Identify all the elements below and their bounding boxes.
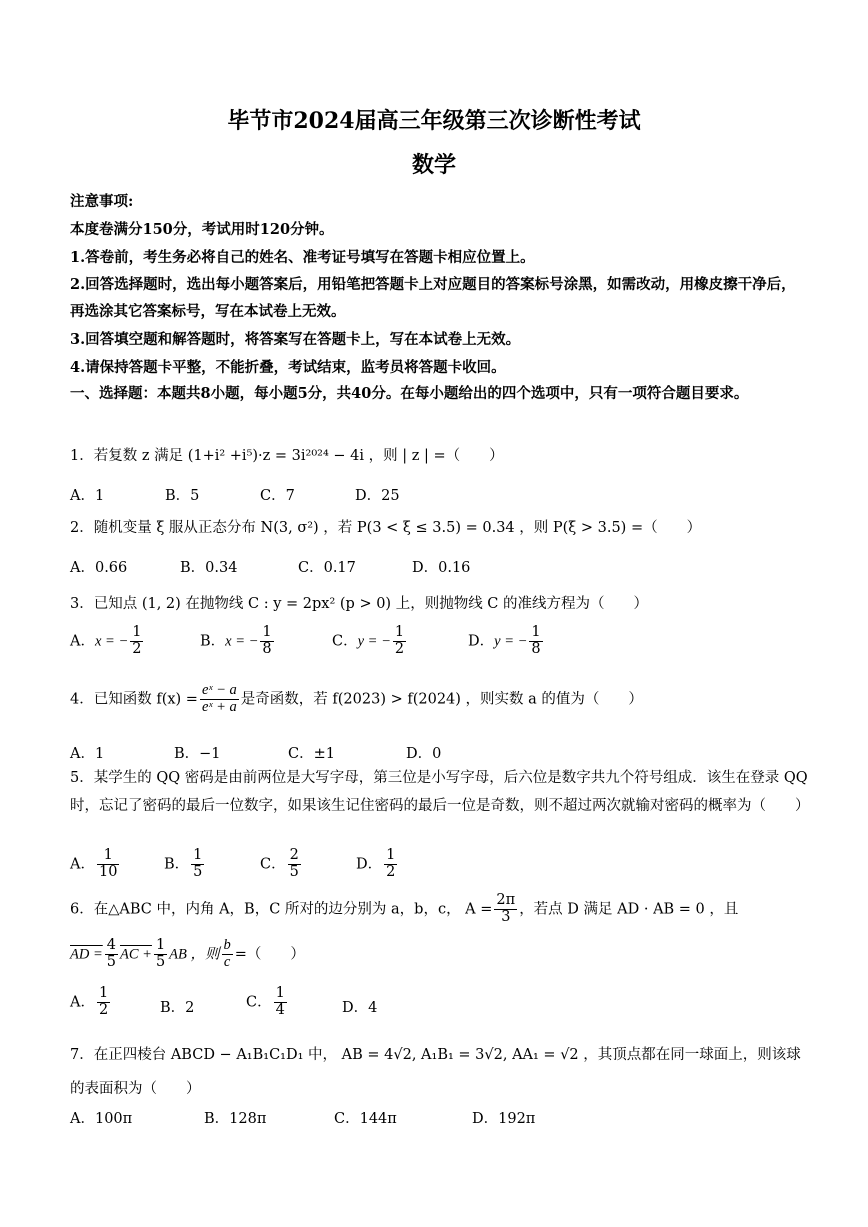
numerator: 1 [275, 985, 285, 1001]
numerator: 1 [386, 847, 396, 863]
fraction [191, 848, 204, 881]
stem-text: ，若点 D 满足 AD · AB = 0 ，且 [519, 901, 739, 918]
option-d: D．25 [355, 488, 400, 504]
notes-line: 4.请保持答题卡平整，不能折叠，考试结束，监考员将答题卡收回。 [70, 359, 506, 376]
numerator: 1 [262, 624, 272, 640]
option-expr: x = − [225, 633, 259, 650]
option-a: A．100π [70, 1111, 133, 1127]
section-heading: 一、选择题：本题共8小题，每小题5分，共40分。在每小题给出的四个选项中，只有一项符合题目要求。 [70, 385, 749, 402]
option-b: B．0.34 [180, 560, 238, 576]
question-1-options [70, 484, 810, 508]
fraction [529, 625, 542, 658]
fraction [130, 625, 143, 658]
denominator: 3 [501, 908, 511, 925]
option-c [246, 986, 289, 1019]
option-a [70, 986, 112, 1019]
notes-line: 3.回答填空题和解答题时，将答案写在答题卡上，写在本试卷上无效。 [70, 331, 521, 348]
denominator: 2 [132, 640, 142, 657]
numerator: eˣ − a [201, 682, 237, 698]
option-d: D．0 [406, 746, 442, 762]
option-b: B．5 [165, 488, 200, 504]
option-label: D． [468, 633, 495, 650]
stem-text: 4．已知函数 f(x) = [70, 691, 198, 708]
option-label: C． [260, 856, 286, 873]
question-2-stem: 2．随机变量 ξ 服从正态分布 N(3, σ²) ，若 P(3 < ξ ≤ 3.5) = 0.34 ，则 P(ξ > 3.5) =（ ） [70, 520, 702, 536]
question-5-options [70, 848, 810, 892]
option-a: A．1 [70, 746, 105, 762]
vector-expr: AD = [70, 946, 103, 963]
option-d [342, 996, 377, 1017]
denominator: 2 [386, 863, 396, 880]
option-label: B． [200, 633, 226, 650]
subject-title: 数学 [411, 152, 456, 178]
option-b [164, 848, 206, 881]
option-c: C．7 [260, 488, 295, 504]
option-label: D． [342, 1000, 369, 1016]
option-label: D． [356, 856, 383, 873]
exam-title: 毕节市2024届高三年级第三次诊断性考试 [227, 108, 641, 134]
numerator: 1 [394, 624, 405, 640]
option-value: 2 [185, 1000, 195, 1016]
option-expr: y = − [357, 633, 391, 650]
option-label: A． [70, 994, 95, 1011]
vector-expr: AB ，则 [169, 946, 220, 963]
question-2-options [70, 556, 810, 580]
numerator: 1 [132, 624, 142, 640]
fraction [97, 848, 119, 881]
option-label: B． [164, 856, 190, 873]
question-7-options [70, 1107, 810, 1131]
question-4-stem [70, 683, 810, 716]
question-7-stem: 7．在正四棱台 ABCD − A₁B₁C₁D₁ 中， AB = 4√2, A₁B₁ = 3√2, AA₁ = √2 ，其顶点都在同一球面上，则该球的表面积为（ ） [70, 1047, 801, 1097]
question-6-stem-line2 [70, 938, 810, 971]
numerator: 1 [155, 937, 166, 953]
option-d: D．192π [472, 1111, 536, 1127]
option-d [356, 848, 399, 881]
notes-heading: 注意事项: [70, 193, 134, 210]
fraction [154, 938, 167, 971]
vector-expr: AC + [119, 946, 152, 963]
denominator: 8 [262, 640, 272, 657]
numerator: 4 [106, 937, 116, 953]
question-1-stem: 1．若复数 z 满足 (1+i² +i⁵)·z = 3i²⁰²⁴ − 4i ，则 | z | =（ ） [70, 448, 504, 464]
notes-line: 2.回答选择题时，选出每小题答案后，用铅笔把答题卡上对应题目的答案标号涂黑，如需改动，用橡皮擦干净后，再选涂其它答案标号，写在本试卷上无效。 [70, 276, 796, 320]
notes-line: 1.答卷前，考生务必将自己的姓名、准考证号填写在答题卡相应位置上。 [70, 249, 535, 266]
option-b [160, 996, 194, 1017]
question-4-options [70, 742, 810, 766]
fraction [105, 938, 118, 971]
option-b: B．−1 [174, 746, 221, 762]
option-c [260, 848, 303, 881]
notes-line: 本度卷满分150分，考试用时120分钟。 [70, 221, 334, 238]
fraction [274, 986, 287, 1019]
denominator: 8 [531, 640, 541, 657]
option-d [468, 625, 545, 658]
denominator: 10 [98, 863, 118, 880]
option-a [70, 848, 121, 881]
stem-text: =（ ） [234, 946, 305, 963]
fraction [393, 625, 406, 658]
question-3-options [70, 625, 810, 669]
question-3-stem: 3．已知点 (1, 2) 在抛物线 C : y = 2px² (p > 0) 上，则抛物线 C 的准线方程为（ ） [70, 596, 649, 612]
numerator: b [223, 937, 231, 953]
option-a: A．0.66 [70, 560, 128, 576]
fraction [260, 625, 273, 658]
option-label: C． [332, 633, 358, 650]
question-5-stem: 5．某学生的 QQ 密码是由前两位是大写字母，第三位是小写字母，后六位是数字共九个符号组成．该生在登录 QQ 时，忘记了密码的最后一位数字，如果该生记住密码的最后一位是奇数，则不超过两次就输对密码的概率为（ ） [70, 770, 810, 814]
denominator: 5 [289, 863, 299, 880]
fraction [384, 848, 397, 881]
fraction [222, 938, 233, 971]
option-b: B．128π [204, 1111, 267, 1127]
numerator: 2π [496, 892, 516, 908]
fraction [200, 683, 239, 716]
option-c [332, 625, 408, 658]
denominator: 5 [193, 863, 203, 880]
option-a [70, 625, 145, 658]
denominator: 5 [106, 953, 116, 970]
denominator: c [223, 953, 231, 970]
option-value: 4 [368, 1000, 378, 1016]
option-label: B． [160, 1000, 186, 1016]
denominator: 5 [155, 953, 166, 970]
option-c: C．144π [334, 1111, 397, 1127]
question-6-options [70, 986, 810, 1030]
numerator: 1 [193, 847, 203, 863]
denominator: eˣ + a [201, 698, 237, 715]
stem-text: 是奇函数，若 f(2023) > f(2024) ，则实数 a 的值为（ ） [240, 691, 643, 708]
denominator: 2 [394, 640, 405, 657]
option-b [200, 625, 276, 658]
option-label: A． [70, 856, 95, 873]
question-6-stem [70, 893, 810, 926]
denominator: 2 [98, 1001, 109, 1018]
fraction [288, 848, 301, 881]
denominator: 4 [275, 1001, 285, 1018]
option-a: A．1 [70, 488, 105, 504]
option-d: D．0.16 [412, 560, 471, 576]
fraction [494, 893, 517, 926]
fraction [97, 986, 110, 1019]
numerator: 1 [531, 624, 541, 640]
option-c: C．0.17 [298, 560, 356, 576]
numerator: 2 [289, 847, 299, 863]
option-c: C．±1 [288, 746, 335, 762]
option-expr: y = − [494, 633, 528, 650]
stem-text: 6．在△ABC 中，内角 A，B，C 所对的边分别为 a，b，c， A = [70, 901, 493, 918]
option-label: C． [246, 994, 272, 1011]
option-expr: x = − [94, 633, 129, 650]
numerator: 1 [98, 985, 109, 1001]
option-label: A． [70, 633, 95, 650]
numerator: 1 [97, 848, 119, 865]
